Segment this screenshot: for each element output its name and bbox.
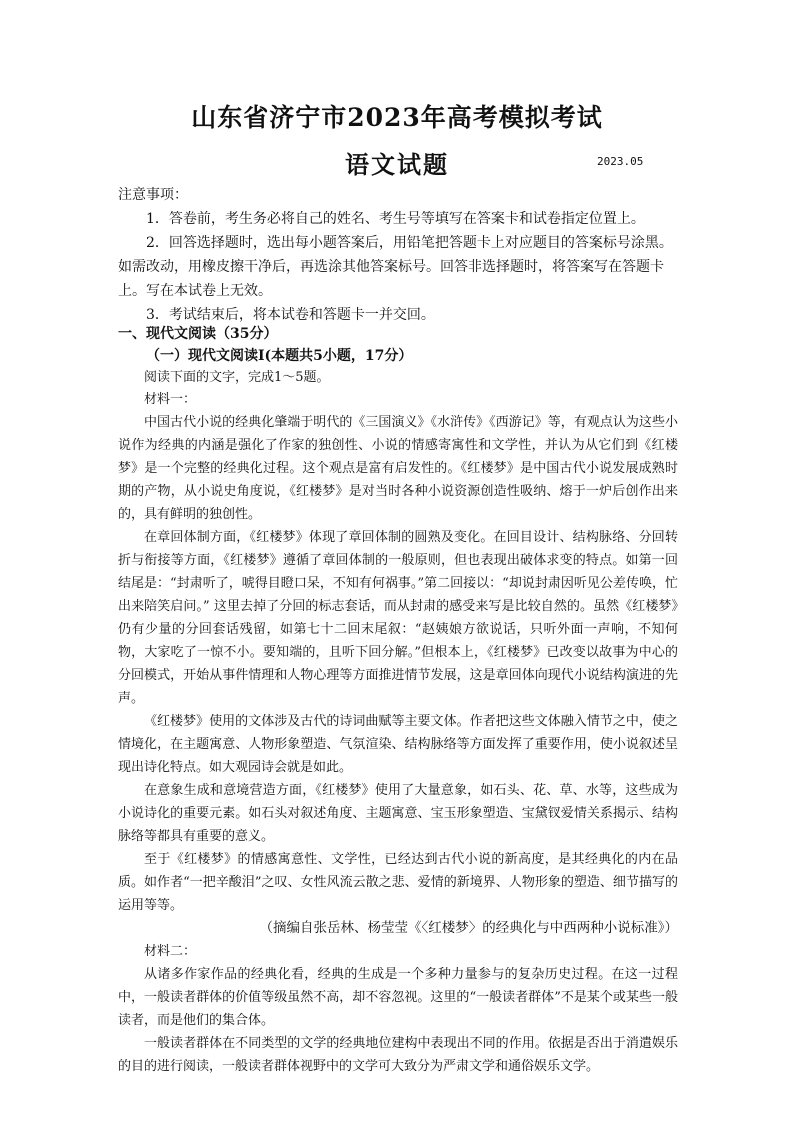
exam-title: 山东省济宁市2023年高考模拟考试 xyxy=(191,103,603,132)
material-label: 材料二： xyxy=(144,944,197,959)
paragraph: 一般读者群体在不同类型的文学的经典地位建构中表现出不同的作用。依据是否出于消遣娱乐的目的进行阅读，一般读者群体视野中的文学可大致分为严肃文学和通俗娱乐文学。 xyxy=(118,1036,678,1074)
paragraph: 从诸多作家作品的经典化看，经典的生成是一个多种力量参与的复杂历史过程。在这一过程中，一般读者群体的价值等级虽然不高，却不容忽视。这里的“一般读者群体”不是某个或某些一般读者，而是他们的集合体。 xyxy=(118,967,678,1028)
notice-label: 注意事项： xyxy=(118,187,188,203)
section-heading: 一、现代文阅读（35分） xyxy=(118,326,278,342)
material-label: 材料一： xyxy=(144,392,197,407)
paragraph: 至于《红楼梦》的情感寓意性、文学性，已经达到古代小说的新高度，是其经典化的内在品质。如作者“一把辛酸泪”之叹、女性风流云散之悲、爱情的新境界、人物形象的塑造、细节描写的运用等等。 xyxy=(118,852,678,913)
notice-section xyxy=(118,183,678,327)
paragraph: 《红楼梦》使用的文体涉及古代的诗词曲赋等主要文体。作者把这些文体融入情节之中，使之情境化，在主题寓意、人物形象塑造、气氛渲染、结构脉络等方面发挥了重要作用，使小说叙述呈现出诗化特点。如大观园诗会就是如此。 xyxy=(118,714,678,775)
paragraph: 中国古代小说的经典化肇端于明代的《三国演义》《水浒传》《西游记》等，有观点认为这些小说作为经典的内涵是强化了作家的独创性、小说的情感寄寓性和文学性，并认为从它们到《红楼梦》是一个完整的经典化过程。这个观点是富有启发性的。《红楼梦》是中国古代小说发展成熟时期的产物，从小说史角度说，《红楼梦》是对当时各种小说资源创造性吸纳、熔于一炉后创作出来的，具有鲜明的独创性。 xyxy=(118,415,678,522)
notice-item: 2．回答选择题时，选出每小题答案后，用铅笔把答题卡上对应题目的答案标号涂黑。如需改动，用橡皮擦干净后，再选涂其他答案标号。回答非选择题时，将答案写在答题卡上。写在本试卷上无效。 xyxy=(118,235,673,299)
paragraph: 在章回体制方面，《红楼梦》体现了章回体制的圆熟及变化。在回目设计、结构脉络、分回转折与衔接等方面，《红楼梦》遵循了章回体制的一般原则，但也表现出破体求变的特点。如第一回结尾是：“封肃听了，唬得目瞪口呆，不知有何祸事。”第二回接以：“却说封肃因听见公差传唤，忙出来陪笑启问。” 这里去掉了分回的标志套话，而从封肃的感受来写是比较自然的。虽然《红楼梦》仍有少量的分回套话残留，如第七十二回末尾叙：“赵姨娘方欲说话，只听外面一声响，不知何物，大家吃了一惊不小。要知端的，且听下回分解。”但根本上，《红楼梦》已改变以故事为中心的分回模式，开始从事件情理和人物心理等方面推进情节发展，这是章回体向现代小说结构演进的先声。 xyxy=(118,530,678,706)
reading-section xyxy=(118,324,678,1078)
exam-date: 2023.05 xyxy=(597,155,644,168)
paragraph: 在意象生成和意境营造方面，《红楼梦》使用了大量意象，如石头、花、草、水等，这些成为小说诗化的重要元素。如石头对叙述角度、主题寓意、宝玉形象塑造、宝黛钗爱情关系揭示、结构脉络等都具有重要的意义。 xyxy=(118,783,678,844)
source-citation: （摘编自张岳林、杨莹莹《〈红楼梦〉的经典化与中西两种小说标准》） xyxy=(259,920,678,936)
instruction: 阅读下面的文字，完成1～5题。 xyxy=(144,370,330,385)
notice-item: 3．考试结束后，将本试卷和答题卡一并交回。 xyxy=(146,307,435,323)
notice-item: 1．答卷前，考生务必将自己的姓名、考生号等填写在答案卡和试卷指定位置上。 xyxy=(146,211,645,227)
exam-subject: 语文试题 xyxy=(345,150,449,179)
subtitle-row xyxy=(0,145,794,177)
subsection-heading: （一）现代文阅读Ⅰ(本题共5小题，17分） xyxy=(146,348,413,364)
